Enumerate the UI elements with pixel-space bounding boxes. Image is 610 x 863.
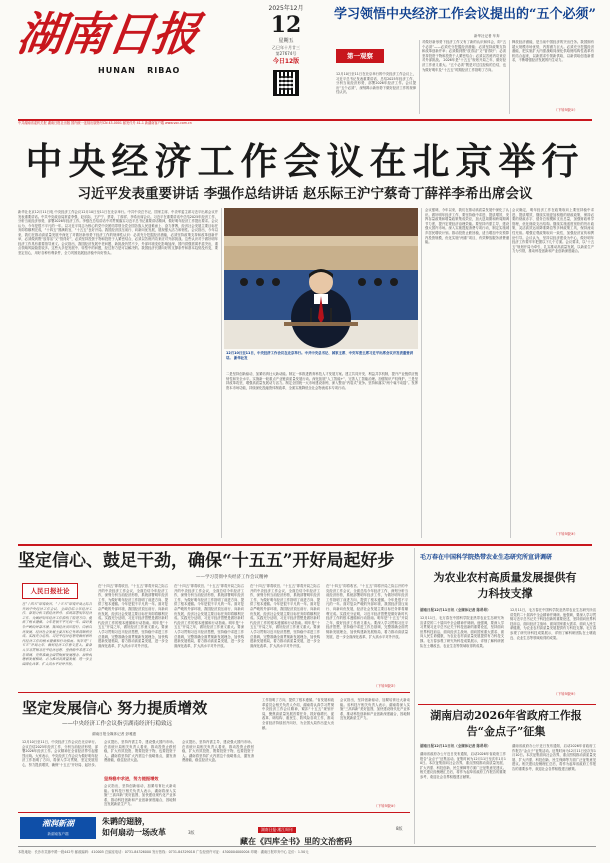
main-body-col4: 会议确定，明年经济工作在政策取向上要坚持稳中求进、提质增效，继续实施更加积极的财政政策，保持必要的财政赤字、债务总规模和支出总量，加强财政科学管理，优化财政支出结构。继续实施适度宽松的货币政策，灵活高效运用降准降息等多种政策工具，保持流动性充裕。增强宏观政策取向一致性，加强经济宣传和舆论引导。会议认为，坚持以经济建设为中心，做好明年经济工作要牢牢把握以下几个方面。会议要求，以“十五五”规划开局为牵引，扎实推动高质量发展，以新质生产力为引领，推动科技创新和产业创新深度融合。 xyxy=(512,208,594,254)
promo-title-1: 朱鹮的翅膀， xyxy=(102,817,150,826)
promo-title-3: 藏在《四库全书》里的文治密码 xyxy=(240,837,352,846)
hunan-col2: 会议提出，坚持内需主导，建设强大国内市场。在省统计局相关负责人看来，推动投资止跌回稳，扩大有效投资，既要投资于物，也要投资于人。湖南将坚持扩大内需这个战略基点，激发消费潜能，稳住经济大盘。 xyxy=(104,740,176,763)
divider xyxy=(509,40,510,114)
main-body-col3: 会议强调，今年以来，我们在推动高质量发展中深化了认识。做好明年经济工作，要坚持稳中求进、提质增效，发挥存量政策和增量政策集成效应，加大逆周期和跨周期调节力度，提升宏观经济治理效能。要坚持内需主导，建设强大国内市场。深入实施提振消费专项行动，制定实施城乡居民增收计划。推动投资止跌回稳，适当增加中央预算内投资规模，优化实施“两重”项目，有效释放服务消费潜能。 xyxy=(425,208,509,245)
day-number: 12 xyxy=(270,12,302,38)
promo-page-2: 8版 xyxy=(396,826,403,831)
photo-caption: 12月10日至11日，中央经济工作会议在北京举行。中共中央总书记、国家主席、中央军委主席习近平出席会议并发表重要讲话。 新华社发 xyxy=(226,351,414,360)
top-story-col2: 对做好新形势下经济工作又有了新的认识和体会，即“五个必须”——必须充分挖掘经济潜能；必须坚持政策支持和改革创新并举；必须做到既“放得活”又“管得好”；必须坚持投资于物和投资于人紧密结合；必须以苦练内功来应对外部挑战。 2026年是“十五五”规划开局之年，做好经济工作意义重大。“五个必须”既是对过往经验的总结，也为做好明年及“十五五”时期经济工作指明了方向。 xyxy=(422,40,506,72)
top-story-byline: 新华社记者 车奔 xyxy=(474,34,500,38)
main-body-col2: 二是坚持创新驱动，加紧培育壮大新动能。制定一体推进教育科技人才发展方案。建立共同开发、利益共享机制，提升产业链供应链韧性和安全水平。实施新一轮重点产业链高质量发展行动。深化拓展“人工智能+”，完善人工智能治理。加强知识产权保护。三是坚持改革攻坚，增强高质量发展动力活力。制定全国统一大市场建设条例，深入整治“内卷式”竞争。坚持和落实“两个毫不动摇”。发挥资本市场功能，持续深化投融资体制改革，全面实施降低全社会物流成本专项行动。 xyxy=(226,372,418,390)
editorial-col1: 在“十四五”即将收官、“十五五”即将开局之际召开的中央经济工作会议，全面总结今年经济工作，深刻分析当前经济形势，系统部署明年经济工作，为做好明年经济工作指明了前进方向、提供了根本遵循。今年是很不平凡的一年。面对复杂严峻的外部环境，我国经济顶压前行、向新向优发展，经济社会发展主要目标任务即将顺利完成。实践充分证明，习近平经济思想是做好新时代经济工作的根本遵循和行动指南。明年是“十五五”开局之年，做好经济工作意义重大。要深入学习贯彻习近平经济思想，坚持稳中求进工作总基调，完整准确全面贯彻新发展理念，加快构建新发展格局，着力推动高质量发展，进一步全面深化改革，扩大高水平对外开放。 xyxy=(22,602,92,666)
weekday: 星期五 xyxy=(278,38,294,44)
main-lead-text: 新华社北京12月11日电 中央经济工作会议12月10日至11日在北京举行。中共中央总书记、国家主席、中央军委主席习近平出席会议并发表重要讲话。中共中央政治局常委李强、赵乐际、王沪宁、蔡奇、丁薛祥、李希出席会议。习近平在重要讲话中总结2025年经济工作，分析当前经济形势，部署2026年经济工作。李强在总结讲话中对贯彻落实习近平总书记重要讲话精神，做好明年经济工作提出要求。会议认为，今年是很不平凡的一年。以习近平同志为核心的党中央团结带领全党全国各族人民迎难而上、奋力拼搏，经济社会发展主要目标任务即将顺利完成，“十四五”圆满收官，“十五五”良好开局。我国经济顶压前行、向新向优发展，展现强大活力和韧性。会议指出，今年以来，我们在推动高质量发展中深化了对做好新形势下经济工作的规律性认识：必须充分挖掘经济潜能，必须坚持政策支持和改革创新并举，必须做到既“放得活”又“管得好”，必须坚持投资于物和投资于人紧密结合，必须以苦练内功来应对外部挑战。这些认识对于做好明年经济工作具有重要指导意义。会议指出，我国经济发展中老问题、新挑战仍然不少，外部环境变化影响加深，国内供强需弱矛盾突出，重点领域风险隐患较多。这些大多是发展中、转型中的问题，经过努力是可以解决的。我国经济长期向好的支撑条件和基本趋势没有变，要坚定信心，用好各种有利条件，全力巩固拓展经济稳中向好势头。 xyxy=(18,210,218,255)
right2-col1: 湖南省政府办公厅近日发布通知，启动2026年省政府工作报告“金点子”征集活动。征集时间为12月11日至次年1月10日。本次征集面向社会各界，重点围绕推动高质量发展、扩大内需、科技创新、民生保障等方面广泛征集意见建议。相关建议经梳理汇总后，将作为起草省政府工作报告的重要参考，欢迎社会各界积极建言献策。 xyxy=(420,752,506,779)
right1-col2: 12月11日，毛万春在中国科学院亚热带农业生态研究所宣讲党的二十届四中全会精神并调研。他强调，要深入学习贯彻习近平总书记关于科技创新的重要论述，坚持面向世界科技前沿、面向经济主战场、面向国家重大需求、面向人民生命健康，为农业农村高质量发展提供有力科技支撑。毛万春参观了研究所科技成果展示，详细了解科研团队在土壤改良、农业生态等领域取得的成果。 xyxy=(510,608,596,640)
promo-tag-2: 湖南日报·湘江周刊 xyxy=(258,827,296,833)
right2-byline: 湖南日报12月11日讯（全媒体记者 陈昂昂） xyxy=(420,744,491,748)
editorial-subhead: ——学习贯彻中央经济工作会议精神 xyxy=(196,575,268,580)
page-count: 今日12版 xyxy=(272,58,300,65)
section-rule xyxy=(18,544,592,546)
top-story-col1: 12月10日至11日在北京举行的中央经济工作会议上，习近平总书记发表重要讲话，总结2025年经济工作，分析当前经济形势，部署2026年经济工作。会议提出“五个必须”，深刻揭示新形势下做好经济工作的规律性认识。 xyxy=(336,72,416,95)
hunan-subhead: ——中央经济工作会议指引湖南经济行稳致远 xyxy=(62,721,173,727)
divider xyxy=(421,208,422,538)
masthead-subline: 中共湖南省委机关报 湖南日报社出版 国内统一连续出版物号CN 43-0001 邮发代号 41-1 新湖南客户端 www.voc.com.cn xyxy=(18,121,192,125)
footer-rule xyxy=(18,846,596,847)
top-story-col3: 释放经济潜能，是当前中国经济的突出任务。我国拥有超大规模市场优势，内需潜力巨大。必须充分挖掘经济潜能，把实施扩大内需战略同深化供给侧结构性改革有机结合起来，以新需求引领新供给，以新供给创造新需求，不断增强经济发展的内生动力。 xyxy=(512,40,594,63)
hunan-col2b: 会议指出，坚持创新驱动，加紧培育壮大新动能。省科技厅相关负责人表示，湖南将深入实施“三高四新”美好蓝图，加快建设现代化产业体系，推动科技创新和产业创新深度融合，因地制宜发展新质生产力。 xyxy=(104,784,176,807)
main-story-jump[interactable]: （下转5版③） xyxy=(554,532,578,536)
footer-text: 本报地址：长沙市芙蓉中路一段442号 邮政编码：410005 总编室电话：0731-84326000 发行热线：0731-84329018 广告经营许可证：4300004000004 印刷：湖南日报印务中心 定价：1.50元 xyxy=(18,850,309,854)
right2-col2: 湖南省政府办公厅近日发布通知，启动2026年省政府工作报告“金点子”征集活动。征集时间为12月11日至次年1月10日。本次征集面向社会各界，重点围绕推动高质量发展、扩大内需、科技创新、民生保障等方面广泛征集意见建议。相关建议经梳理汇总后，将作为起草省政府工作报告的重要参考，欢迎社会各界积极建言献策。 xyxy=(512,744,596,771)
main-photo[interactable] xyxy=(224,208,418,349)
promo-item-2[interactable] xyxy=(240,816,410,846)
divider xyxy=(18,692,410,693)
qr-code[interactable] xyxy=(273,70,299,96)
hunan-col1: 12月10日至11日，中央经济工作会议在北京举行。会议总结2025年经济工作，分析当前经济形势，部署2026年经济工作。会议精神在全省经济界引起强烈反响。大家表示，中央经济工作会议为做好明年经济工作指明了方向，将深入学习贯彻，坚定发展信心，努力提质增效，确保“十五五”开好局、起好步。 xyxy=(22,740,98,767)
editorial-col5: 在“十四五”即将收官、“十五五”即将开局之际召开的中央经济工作会议，全面总结今年经济工作，深刻分析当前经济形势，系统部署明年经济工作，为做好明年经济工作指明了前进方向、提供了根本遵循。今年是很不平凡的一年。面对复杂严峻的外部环境，我国经济顶压前行、向新向优发展，经济社会发展主要目标任务即将顺利完成。实践充分证明，习近平经济思想是做好新时代经济工作的根本遵循和行动指南。明年是“十五五”开局之年，做好经济工作意义重大。要深入学习贯彻习近平经济思想，坚持稳中求进工作总基调，完整准确全面贯彻新发展理念，加快构建新发展格局，着力推动高质量发展，进一步全面深化改革，扩大高水平对外开放。 xyxy=(326,584,408,639)
promo-brand-sub: 新湖南客户端 xyxy=(47,832,69,836)
hunan-byline: 湖南日报全媒体记者 彭雅惠 xyxy=(92,732,137,736)
main-subhead: 习近平发表重要讲话 李强作总结讲话 赵乐际王沪宁蔡奇丁薛祥李希出席会议 xyxy=(77,186,533,202)
editorial-col3: 在“十四五”即将收官、“十五五”即将开局之际召开的中央经济工作会议，全面总结今年经济工作，深刻分析当前经济形势，系统部署明年经济工作，为做好明年经济工作指明了前进方向、提供了根本遵循。今年是很不平凡的一年。面对复杂严峻的外部环境，我国经济顶压前行、向新向优发展，经济社会发展主要目标任务即将顺利完成。实践充分证明，习近平经济思想是做好新时代经济工作的根本遵循和行动指南。明年是“十五五”开局之年，做好经济工作意义重大。要深入学习贯彻习近平经济思想，坚持稳中求进工作总基调，完整准确全面贯彻新发展理念，加快构建新发展格局，着力推动高质量发展，进一步全面深化改革，扩大高水平对外开放。 xyxy=(174,584,244,648)
logo-pinyin: HUNAN RIBAO xyxy=(98,66,181,75)
divider xyxy=(414,548,415,844)
main-headline[interactable]: 中央经济工作会议在北京举行 xyxy=(25,139,585,183)
promo-brand-box[interactable] xyxy=(20,817,96,839)
hunan-kicker: 坚持稳中求进，努力提振增效 xyxy=(104,776,159,781)
right2-headline[interactable]: 湖南启动2026年省政府工作报告“金点子”征集 xyxy=(430,709,582,738)
divider xyxy=(419,40,420,114)
editorial-headline[interactable]: 坚定信心、鼓足干劲，确保“十五五”开好局起好步 xyxy=(18,551,395,571)
top-story-tag: 第一观察 xyxy=(336,49,384,63)
masthead-logo xyxy=(14,4,214,75)
editorial-jump[interactable]: （下转5版②） xyxy=(374,684,398,688)
right1-col1: 12月11日，毛万春在中国科学院亚热带农业生态研究所宣讲党的二十届四中全会精神并调研。他强调，要深入学习贯彻习近平总书记关于科技创新的重要论述，坚持面向世界科技前沿、面向经济主战场、面向国家重大需求、面向人民生命健康，为农业农村高质量发展提供有力科技支撑。毛万春参观了研究所科技成果展示，详细了解科研团队在土壤改良、农业生态等领域取得的成果。 xyxy=(420,616,504,648)
promo-page-1: 3版 xyxy=(188,830,195,835)
hunan-col3: 会议提出，坚持内需主导，建设强大国内市场。在省统计局相关负责人看来，推动投资止跌回稳，扩大有效投资，既要投资于物，也要投资于人。湖南将坚持扩大内需这个战略基点，激发消费潜能，稳住经济大盘。 xyxy=(182,740,254,763)
divider xyxy=(510,208,511,538)
editorial-col4: 在“十四五”即将收官、“十五五”即将开局之际召开的中央经济工作会议，全面总结今年经济工作，深刻分析当前经济形势，系统部署明年经济工作，为做好明年经济工作指明了前进方向、提供了根本遵循。今年是很不平凡的一年。面对复杂严峻的外部环境，我国经济顶压前行、向新向优发展，经济社会发展主要目标任务即将顺利完成。实践充分证明，习近平经济思想是做好新时代经济工作的根本遵循和行动指南。明年是“十五五”开局之年，做好经济工作意义重大。要深入学习贯彻习近平经济思想，坚持稳中求进工作总基调，完整准确全面贯彻新发展理念，加快构建新发展格局，着力推动高质量发展，进一步全面深化改革，扩大高水平对外开放。 xyxy=(250,584,320,648)
right1-kicker: 毛万春在中国科学院热带农业生态研究所宣讲调研 xyxy=(420,554,553,561)
logo-calligraphy: 湖南日报 xyxy=(14,7,202,61)
divider xyxy=(221,208,222,538)
top-story-title[interactable]: 学习领悟中央经济工作会议提出的“五个必须” xyxy=(334,7,596,22)
right1-headline[interactable]: 为农业农村高质量发展提供有力科技支撑 xyxy=(433,571,577,600)
divider xyxy=(418,704,596,705)
date-block xyxy=(256,4,316,114)
hunan-headline[interactable]: 坚定发展信心 努力提质增效 xyxy=(22,699,208,717)
photo-scene xyxy=(224,208,418,349)
editorial-tag-label: 人民日报社论 xyxy=(30,587,70,595)
editorial-tag xyxy=(22,583,78,599)
lunar-date: 乙巳年十月廿三 xyxy=(272,45,300,50)
hunan-col4: 工作指明了方向，提供了根本遵循。”省发展和改革委员会相关负责人介绍，湖南将认真学习贯彻中央经济工作会议精神，紧扣“十五五”规划开局，聚焦高质量发展首要任务，抓好稳增长、促改革、调结构、惠民生、防风险各项工作，推动全省经济持续回升向好，为全国大局作出更大贡献。 xyxy=(262,698,334,730)
year-month: 2025年12月 xyxy=(268,5,304,12)
issue-number: 第27674号 xyxy=(275,51,297,56)
right1-byline: 湖南日报12月11日讯（全媒体记者 陈昂昂） xyxy=(420,608,491,612)
promo-title-2: 如何扇动一场改革 xyxy=(102,828,166,837)
editorial-col2: 在“十四五”即将收官、“十五五”即将开局之际召开的中央经济工作会议，全面总结今年经济工作，深刻分析当前经济形势，系统部署明年经济工作，为做好明年经济工作指明了前进方向、提供了根本遵循。今年是很不平凡的一年。面对复杂严峻的外部环境，我国经济顶压前行、向新向优发展，经济社会发展主要目标任务即将顺利完成。实践充分证明，习近平经济思想是做好新时代经济工作的根本遵循和行动指南。明年是“十五五”开局之年，做好经济工作意义重大。要深入学习贯彻习近平经济思想，坚持稳中求进工作总基调，完整准确全面贯彻新发展理念，加快构建新发展格局，着力推动高质量发展，进一步全面深化改革，扩大高水平对外开放。 xyxy=(98,584,168,648)
promo-brand: 湘润新湖 xyxy=(42,819,74,828)
promo-item-1[interactable] xyxy=(102,816,222,842)
promo-bar xyxy=(18,812,410,846)
hunan-jump[interactable]: （下转5版④） xyxy=(374,804,398,808)
top-story-jump[interactable]: （下转5版①） xyxy=(554,108,578,112)
right1-jump[interactable]: （下转5版⑤） xyxy=(554,692,578,696)
hunan-col5: 会议指出，坚持创新驱动，加紧培育壮大新动能。省科技厅相关负责人表示，湖南将深入实施“三高四新”美好蓝图，加快建设现代化产业体系，推动科技创新和产业创新深度融合，因地制宜发展新质生产力。 xyxy=(340,698,410,721)
